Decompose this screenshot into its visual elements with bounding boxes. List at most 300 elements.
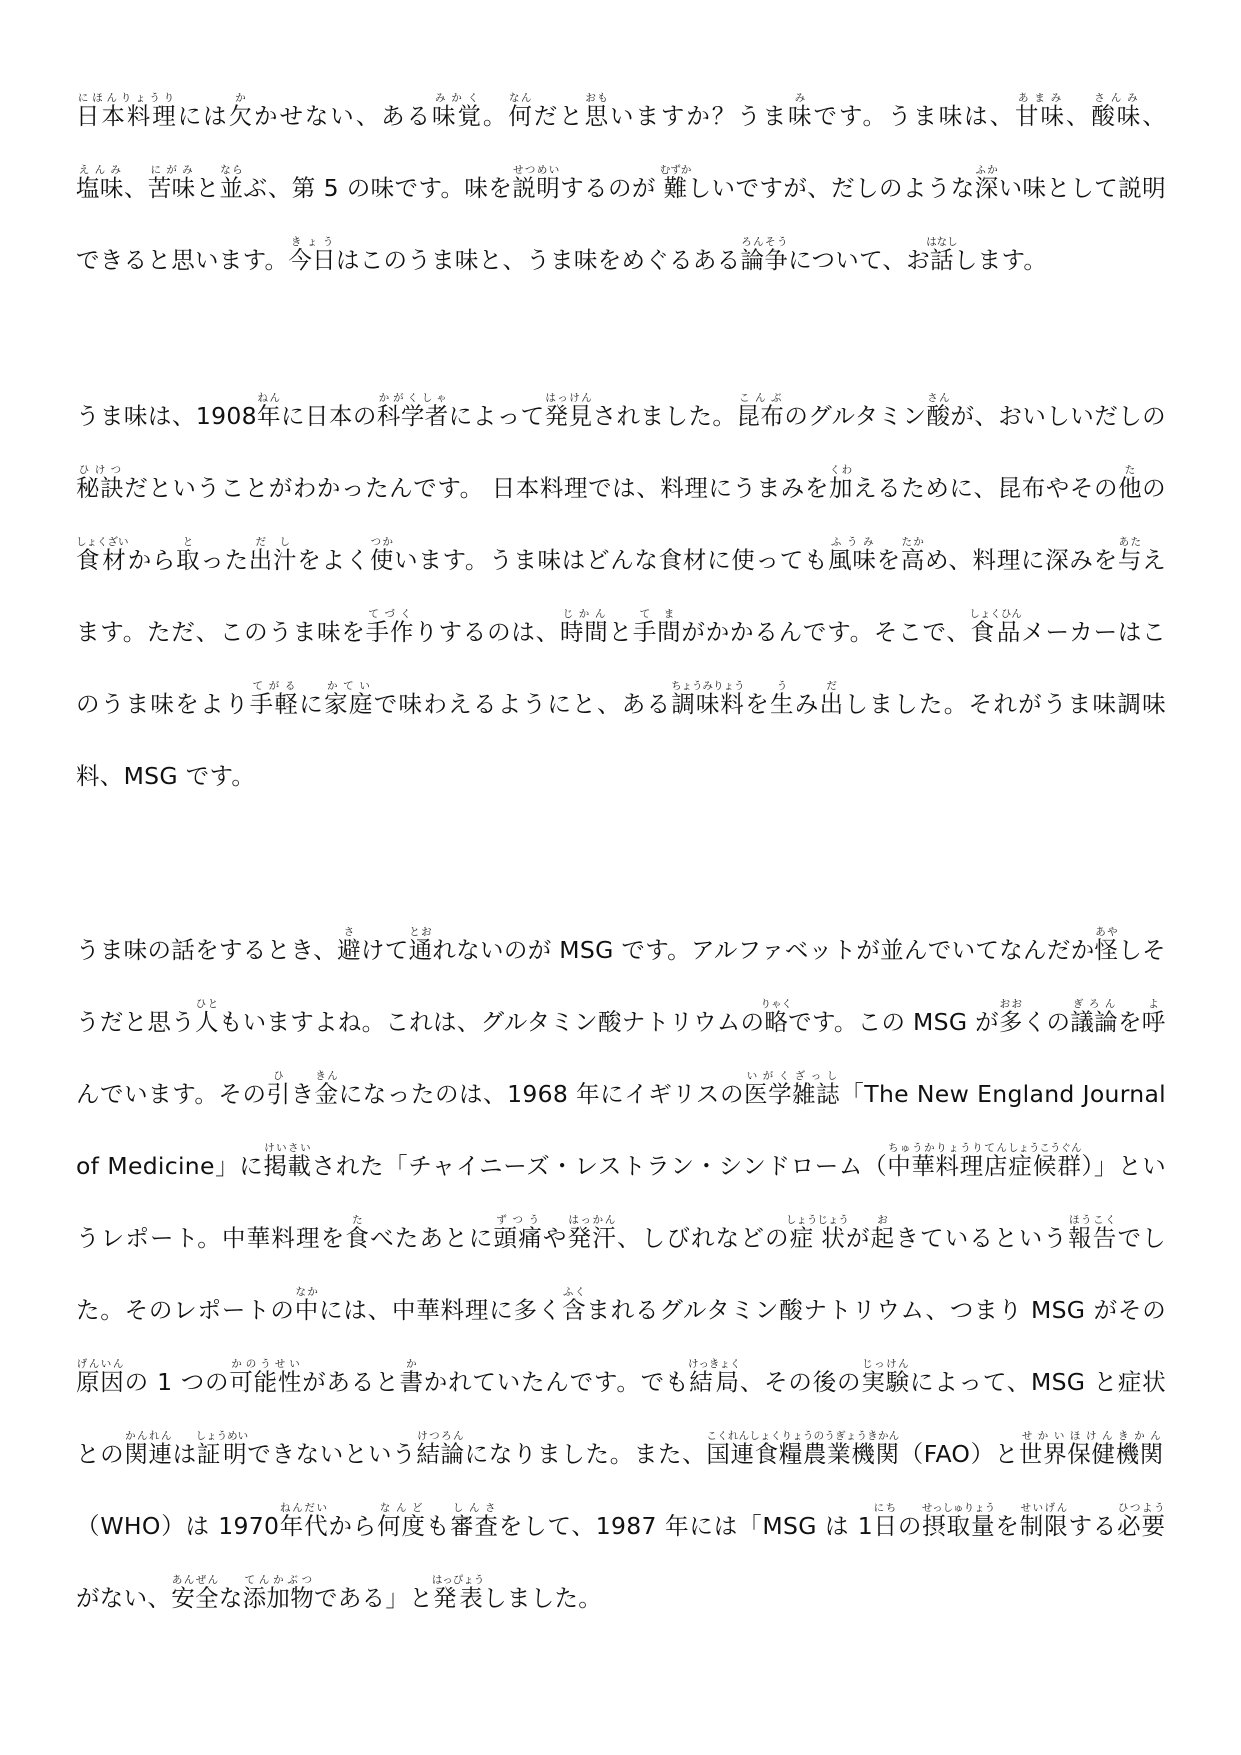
furigana-reading: ひつよう: [1117, 1502, 1166, 1514]
text-run: には、中華料理に多く: [319, 1296, 563, 1324]
furigana-reading: むずか: [659, 164, 692, 176]
ruby-base-text: 証明: [195, 1440, 249, 1468]
furigana-word: [1019, 1502, 1069, 1540]
furigana-word: [584, 92, 611, 130]
text-run: の: [1142, 474, 1166, 502]
furigana-reading: お: [870, 1214, 895, 1226]
ruby-base-text: 医学雑誌: [744, 1080, 841, 1108]
text-run: 「The New England Journal of Medicine」に: [76, 1080, 1167, 1180]
furigana-word: [219, 164, 244, 202]
text-run: います。うま味はどんな食材に使っても: [394, 546, 829, 574]
furigana-word: [76, 464, 125, 502]
text-run: に: [299, 690, 325, 718]
text-run: によって、MSG と症状との: [76, 1368, 1166, 1468]
furigana-reading: せっしゅりょう: [921, 1502, 996, 1514]
furigana-word: [493, 1214, 543, 1252]
furigana-word: [828, 536, 877, 574]
text-run: め、料理に深みを: [925, 546, 1118, 574]
ruby-base-text: 国連食糧農業機関: [706, 1440, 900, 1468]
text-run: み: [794, 690, 820, 718]
furigana-reading: だ: [819, 680, 844, 692]
ruby-base-text: 時間: [559, 618, 609, 646]
ruby-base-text: 結論: [416, 1440, 465, 1468]
ruby-base-text: 発表: [431, 1584, 485, 1612]
furigana-reading: てづく: [365, 608, 414, 620]
ruby-base-text: 呼: [1141, 1008, 1166, 1036]
furigana-reading: ひ: [266, 1070, 291, 1082]
furigana-word: [828, 464, 854, 502]
furigana-word: [376, 392, 449, 430]
furigana-word: [1018, 1430, 1164, 1468]
furigana-reading: さん: [926, 392, 951, 404]
furigana-reading: ちょうみりょう: [671, 680, 745, 692]
furigana-reading: けいさい: [263, 1142, 312, 1154]
text-run: んでいます。その: [76, 1080, 267, 1108]
text-run: を: [1117, 1008, 1142, 1036]
furigana-reading: だし: [248, 536, 297, 548]
ruby-base-text: 科学者: [376, 402, 449, 430]
furigana-word: [926, 392, 951, 430]
furigana-reading: はっかん: [567, 1214, 617, 1226]
text-run: きているという: [895, 1224, 1069, 1252]
ruby-base-text: 避: [337, 936, 361, 964]
furigana-word: [900, 536, 926, 574]
ruby-base-text: 発見: [544, 402, 593, 430]
ruby-base-text: 実験: [861, 1368, 910, 1396]
ruby-base-text: 塩味: [76, 174, 124, 202]
furigana-word: [671, 680, 745, 718]
text-run: されました。: [592, 402, 737, 430]
furigana-word: [887, 1142, 1008, 1180]
furigana-word: [399, 1358, 424, 1396]
ruby-base-text: 審査: [450, 1512, 499, 1540]
furigana-word: [1007, 1142, 1082, 1180]
furigana-word: [969, 608, 1022, 646]
ruby-base-text: 制限: [1019, 1512, 1069, 1540]
ruby-base-text: 今日: [288, 246, 336, 274]
ruby-base-text: 関連: [124, 1440, 173, 1468]
text-run: いますか？うま: [610, 102, 789, 130]
furigana-reading: てんかぶつ: [242, 1574, 315, 1586]
ruby-base-text: 深: [974, 174, 999, 202]
text-run: くの: [1022, 1008, 1071, 1036]
furigana-word: [195, 998, 219, 1036]
paragraph-umami-intro: [76, 80, 1166, 296]
furigana-reading: ずつう: [493, 1214, 543, 1226]
furigana-reading: ねんだい: [279, 1502, 328, 1514]
ruby-base-text: 何度: [377, 1512, 426, 1540]
text-run: ぶ、第 5 の味です。味を: [243, 174, 513, 202]
furigana-word: [324, 680, 374, 718]
ruby-base-text: 話: [926, 246, 958, 274]
furigana-word: [176, 536, 201, 574]
ruby-base-text: 起: [870, 1224, 896, 1252]
ruby-base-text: 日本料理: [76, 102, 178, 130]
ruby-base-text: 他: [1118, 474, 1143, 502]
furigana-word: [770, 680, 795, 718]
furigana-reading: にほんりょうり: [76, 92, 177, 104]
furigana-word: [1094, 926, 1119, 964]
ruby-base-text: 手作: [365, 618, 415, 646]
furigana-word: [508, 92, 534, 130]
text-run: しいですが、だしのような: [687, 174, 975, 202]
ruby-base-text: 与: [1117, 546, 1143, 574]
furigana-word: [1117, 1502, 1166, 1540]
text-run: で味わえるようにと、ある: [373, 690, 672, 718]
text-run: だということがわかったんです。 日本料理では、料理にうまみを: [124, 474, 829, 502]
furigana-reading: おも: [584, 92, 609, 104]
furigana-word: [279, 1502, 329, 1540]
text-run: の: [897, 1512, 923, 1540]
text-run: でした。そのレポートの: [76, 1224, 1166, 1324]
furigana-reading: ぎろん: [1070, 998, 1118, 1010]
text-run: について、お: [788, 246, 931, 274]
furigana-word: [861, 1358, 910, 1396]
furigana-word: [76, 1358, 125, 1396]
text-run: は: [172, 1440, 197, 1468]
furigana-reading: くわ: [828, 464, 853, 476]
ruby-base-text: 怪: [1094, 936, 1119, 964]
ruby-base-text: 年: [256, 402, 281, 430]
furigana-word: [659, 164, 692, 202]
furigana-word: [147, 164, 196, 202]
furigana-word: [921, 1502, 996, 1540]
furigana-word: [819, 680, 845, 718]
text-run: けて: [360, 936, 409, 964]
ruby-base-text: 何: [508, 102, 534, 130]
text-run: から: [328, 1512, 378, 1540]
furigana-reading: きょう: [288, 236, 336, 248]
text-run: うま味の話をするとき、: [76, 936, 338, 964]
text-run: い味として説明できると思います。: [76, 174, 1166, 274]
text-run: うま味は、1908: [76, 402, 257, 430]
ruby-base-text: 中華料理店: [887, 1152, 1008, 1180]
furigana-reading: なか: [294, 1286, 319, 1298]
furigana-reading: かてい: [324, 680, 373, 692]
furigana-word: [76, 536, 129, 574]
furigana-word: [294, 1286, 320, 1324]
text-run: と: [195, 174, 220, 202]
ruby-base-text: 手軽: [249, 690, 300, 718]
furigana-word: [1091, 92, 1143, 130]
furigana-reading: りゃく: [760, 998, 792, 1010]
ruby-base-text: 難: [659, 174, 692, 202]
furigana-reading: せつめい: [512, 164, 560, 176]
furigana-reading: しょくざい: [76, 536, 129, 548]
furigana-word: [345, 1214, 371, 1252]
text-run: を: [994, 1512, 1020, 1540]
furigana-word: [288, 236, 336, 274]
furigana-word: [998, 998, 1023, 1036]
text-run: まれるグルタミン酸ナトリウム、つまり MSG がその: [586, 1296, 1166, 1324]
text-run: かせない、ある: [254, 102, 433, 130]
furigana-reading: あた: [1117, 536, 1142, 548]
furigana-word: [1070, 998, 1118, 1036]
ruby-base-text: 書: [399, 1368, 424, 1396]
text-run: には: [177, 102, 229, 130]
text-run: 。: [482, 102, 509, 130]
furigana-reading: あまみ: [1015, 92, 1065, 104]
text-run: べたあとに: [370, 1224, 494, 1252]
ruby-base-text: 加: [828, 474, 854, 502]
furigana-reading: と: [176, 536, 200, 548]
ruby-base-text: 出汁: [248, 546, 298, 574]
text-run: 、: [1142, 102, 1166, 130]
ruby-base-text: 家庭: [324, 690, 374, 718]
furigana-word: [1118, 464, 1143, 502]
furigana-word: [688, 1358, 741, 1396]
furigana-word: [1141, 998, 1166, 1036]
ruby-base-text: 味覚: [432, 102, 483, 130]
ruby-base-text: 高: [900, 546, 926, 574]
ruby-base-text: 世界保健機関: [1018, 1440, 1164, 1468]
paragraph-umami-discovery: [76, 380, 1166, 812]
furigana-reading: よ: [1141, 998, 1166, 1010]
text-run: （FAO）と: [899, 1440, 1019, 1468]
text-run: である」と: [314, 1584, 434, 1612]
ruby-base-text: 安全: [171, 1584, 219, 1612]
furigana-reading: はっけん: [544, 392, 593, 404]
furigana-word: [1068, 1214, 1118, 1252]
furigana-word: [432, 92, 483, 130]
furigana-reading: あんぜん: [171, 1574, 219, 1586]
text-run: な: [218, 1584, 243, 1612]
furigana-word: [416, 1430, 465, 1468]
text-run: します。: [953, 246, 1048, 274]
furigana-reading: さ: [337, 926, 361, 938]
furigana-word: [1117, 536, 1143, 574]
furigana-reading: ふうみ: [828, 536, 877, 548]
ruby-base-text: 添加物: [242, 1584, 315, 1612]
furigana-reading: ねん: [256, 392, 281, 404]
ruby-base-text: 調味料: [671, 690, 745, 718]
furigana-reading: かがくしゃ: [376, 392, 449, 404]
ruby-base-text: 報告: [1068, 1224, 1118, 1252]
ruby-base-text: 秘訣: [76, 474, 125, 502]
text-run: 、その後の: [739, 1368, 862, 1396]
ruby-base-text: 摂取量: [921, 1512, 996, 1540]
furigana-reading: せいげん: [1019, 1502, 1068, 1514]
furigana-reading: にち: [872, 1502, 897, 1514]
furigana-reading: さんみ: [1091, 92, 1141, 104]
text-run: も: [425, 1512, 451, 1540]
furigana-word: [431, 1574, 485, 1612]
furigana-word: [248, 536, 298, 574]
text-run: 、: [1065, 102, 1092, 130]
ruby-base-text: 並: [219, 174, 244, 202]
ruby-base-text: 年代: [279, 1512, 329, 1540]
furigana-reading: かのうせい: [229, 1358, 302, 1370]
ruby-base-text: 掲載: [263, 1152, 312, 1180]
furigana-reading: ふか: [974, 164, 999, 176]
text-run: えるために、昆布やその: [853, 474, 1119, 502]
furigana-word: [974, 164, 999, 202]
furigana-word: [706, 1430, 900, 1468]
furigana-reading: た: [1118, 464, 1142, 476]
furigana-reading: てま: [632, 608, 681, 620]
ruby-base-text: 症状: [785, 1224, 849, 1252]
furigana-reading: しょうめい: [195, 1430, 249, 1442]
text-run: をよく: [297, 546, 370, 574]
text-run: りするのは、: [414, 618, 560, 646]
furigana-word: [76, 92, 178, 130]
furigana-reading: きん: [314, 1070, 339, 1082]
ruby-base-text: 人: [195, 1008, 219, 1036]
furigana-reading: せかいほけんきかん: [1018, 1430, 1164, 1442]
furigana-word: [544, 392, 593, 430]
text-run: になったのは、1968 年にイギリスの: [338, 1080, 745, 1108]
ruby-base-text: 結局: [688, 1368, 741, 1396]
furigana-word: [242, 1574, 315, 1612]
text-run: 、: [123, 174, 148, 202]
furigana-word: [567, 1214, 617, 1252]
text-run: が: [845, 1224, 871, 1252]
ruby-base-text: 酸味: [1091, 102, 1143, 130]
text-run: しました。それがうま味調味料、MSG です。: [76, 690, 1166, 790]
ruby-base-text: 日: [872, 1512, 898, 1540]
text-run: できないという: [246, 1440, 417, 1468]
ruby-base-text: 必要: [1117, 1512, 1166, 1540]
furigana-word: [562, 1286, 587, 1324]
text-run: になりました。また、: [464, 1440, 707, 1468]
text-run: しそうだと思う: [76, 936, 1166, 1036]
furigana-word: [760, 998, 792, 1036]
text-run: メーカーはこのうま味をより: [76, 618, 1166, 718]
furigana-word: [229, 1358, 303, 1396]
text-run: された「チャイニーズ・レストラン・シンドローム（: [311, 1152, 888, 1180]
furigana-word: [337, 926, 361, 964]
furigana-reading: じっけん: [861, 1358, 910, 1370]
furigana-reading: けっきょく: [688, 1358, 741, 1370]
furigana-word: [788, 92, 814, 130]
text-run: った: [200, 546, 249, 574]
furigana-reading: ひと: [195, 998, 219, 1010]
text-run: 、しびれなどの: [616, 1224, 790, 1252]
furigana-reading: あや: [1094, 926, 1119, 938]
ruby-base-text: 取: [176, 546, 201, 574]
ruby-base-text: 議論: [1070, 1008, 1118, 1036]
ruby-base-text: 可能性: [229, 1368, 303, 1396]
furigana-word: [870, 1214, 896, 1252]
furigana-word: [377, 1502, 426, 1540]
furigana-reading: じかん: [559, 608, 609, 620]
furigana-word: [632, 608, 682, 646]
text-run: だと: [533, 102, 585, 130]
furigana-reading: げんいん: [76, 1358, 125, 1370]
text-run: です。この MSG が: [788, 1008, 999, 1036]
furigana-reading: ちゅうかりょうりてん: [887, 1142, 1008, 1154]
ruby-base-text: 味: [788, 102, 814, 130]
furigana-reading: てがる: [249, 680, 299, 692]
furigana-reading: おお: [998, 998, 1023, 1010]
furigana-reading: かんれん: [124, 1430, 173, 1442]
furigana-word: [512, 164, 561, 202]
ruby-base-text: 欠: [228, 102, 255, 130]
furigana-word: [369, 536, 395, 574]
furigana-reading: ろんそう: [740, 236, 789, 248]
furigana-word: [559, 608, 609, 646]
ruby-base-text: 昆布: [736, 402, 785, 430]
text-run: しました。: [483, 1584, 603, 1612]
text-run: から: [127, 546, 177, 574]
furigana-reading: こくれんしょくりょうのうぎょうきかん: [706, 1430, 900, 1442]
ruby-base-text: 食材: [76, 546, 129, 574]
ruby-base-text: 手間: [632, 618, 682, 646]
ruby-base-text: 酸: [926, 402, 951, 430]
text-run: き: [290, 1080, 315, 1108]
text-run: がない、: [76, 1584, 172, 1612]
furigana-reading: た: [345, 1214, 370, 1226]
furigana-reading: はなし: [926, 236, 958, 248]
ruby-base-text: 中: [294, 1296, 320, 1324]
furigana-reading: えんみ: [76, 164, 124, 176]
furigana-word: [228, 92, 255, 130]
furigana-reading: なん: [508, 92, 533, 104]
furigana-reading: ひけつ: [76, 464, 124, 476]
ruby-base-text: 使: [369, 546, 395, 574]
ruby-base-text: 苦味: [147, 174, 196, 202]
ruby-base-text: 生: [770, 690, 795, 718]
ruby-base-text: 論争: [740, 246, 789, 274]
paragraph-msg-controversy: [76, 914, 1166, 1634]
text-run: のグルタミン: [784, 402, 927, 430]
ruby-base-text: 思: [584, 102, 611, 130]
furigana-word: [450, 1502, 499, 1540]
ruby-base-text: 発汗: [567, 1224, 617, 1252]
furigana-word: [124, 1430, 173, 1468]
text-run: かれていたんです。でも: [423, 1368, 690, 1396]
ruby-base-text: 食: [345, 1224, 371, 1252]
ruby-base-text: 略: [760, 1008, 792, 1036]
ruby-base-text: 引: [266, 1080, 291, 1108]
ruby-base-text: 風味: [828, 546, 877, 574]
furigana-word: [926, 236, 958, 274]
furigana-reading: か: [399, 1358, 424, 1370]
ruby-base-text: 説明: [512, 174, 561, 202]
text-run: の 1 つの: [124, 1368, 230, 1396]
furigana-word: [744, 1070, 841, 1108]
furigana-word: [408, 926, 433, 964]
furigana-reading: こんぶ: [736, 392, 785, 404]
furigana-reading: つか: [369, 536, 394, 548]
furigana-word: [266, 1070, 291, 1108]
furigana-reading: しんさ: [450, 1502, 499, 1514]
furigana-word: [263, 1142, 312, 1180]
furigana-reading: ふく: [562, 1286, 586, 1298]
furigana-word: [195, 1430, 249, 1468]
furigana-reading: う: [770, 680, 794, 692]
text-run: えます。ただ、このうま味を: [76, 546, 1166, 646]
text-run: をして、1987 年には「MSG は 1: [498, 1512, 873, 1540]
text-run: や: [542, 1224, 568, 1252]
ruby-base-text: 金: [314, 1080, 339, 1108]
text-run: （WHO）は 1970: [76, 1512, 280, 1540]
furigana-reading: しょうじょう: [785, 1214, 849, 1226]
furigana-word: [365, 608, 415, 646]
ruby-base-text: 甘味: [1015, 102, 1066, 130]
text-run: です。うま味は、: [813, 102, 1016, 130]
text-run: ）」というレポート。中華料理を: [76, 1152, 1166, 1252]
text-run: れないのが MSG です。アルファベットが並んでいてなんだか: [432, 936, 1095, 964]
ruby-base-text: 頭痛: [493, 1224, 543, 1252]
furigana-word: [740, 236, 789, 274]
text-run: するのが: [560, 174, 664, 202]
furigana-reading: にがみ: [147, 164, 196, 176]
furigana-reading: みかく: [432, 92, 482, 104]
text-run: があると: [302, 1368, 400, 1396]
furigana-word: [785, 1214, 849, 1252]
furigana-reading: なんど: [377, 1502, 426, 1514]
